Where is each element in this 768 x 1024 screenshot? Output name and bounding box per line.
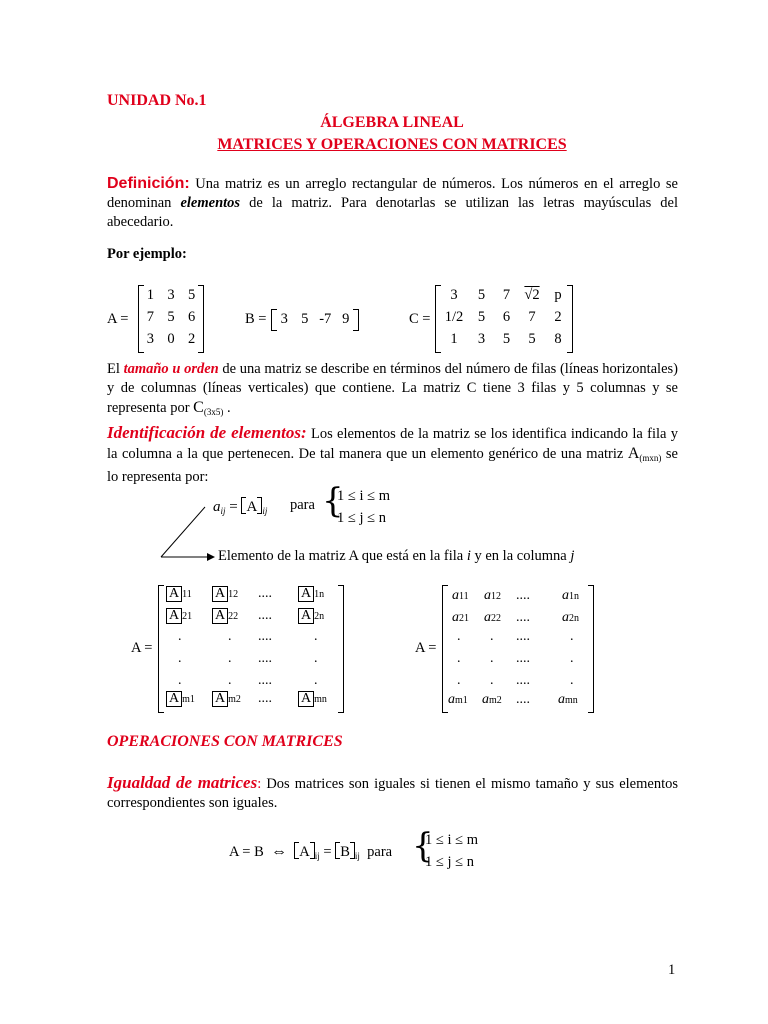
matrix-c-label: C = <box>409 311 431 327</box>
generic-right-label: A = <box>415 640 437 656</box>
matrix-element <box>166 586 192 602</box>
matrix-cell: 5 <box>167 309 175 325</box>
element-index: m2 <box>228 694 241 705</box>
size-text-2: de una matriz se describe en términos del número de filas (líneas horizontales) y de columnas (líneas verticales) que contiene. La matriz C tiene 3 filas y 5 columnas y se representa por <box>107 361 678 416</box>
dot: . <box>228 673 232 688</box>
subject-title: ÁLGEBRA LINEAL <box>320 114 464 131</box>
dot: . <box>314 673 318 688</box>
element-index: ij <box>262 506 268 516</box>
condition-cols: 1 ≤ j ≤ n <box>337 510 386 526</box>
condition-cols: 1 ≤ j ≤ n <box>425 854 474 870</box>
operations-title: OPERACIONES CON MATRICES <box>107 733 343 750</box>
element-index: 22 <box>491 613 501 624</box>
matrix-cell: 3 <box>146 331 154 347</box>
element-index: 12 <box>228 589 239 600</box>
para-word: para <box>367 844 393 860</box>
identification-text-2: se lo representa por: <box>107 446 678 485</box>
brace-icon: { <box>412 826 434 866</box>
matrix-cell: 2 <box>554 309 562 325</box>
generic-left-label: A = <box>131 640 153 656</box>
dot: . <box>228 651 232 666</box>
definition-text-2: de la matriz. Para denotarlas se utilizan las letras mayúsculas del abecedario. <box>107 195 678 230</box>
matrix-b-label: B = <box>245 311 267 327</box>
dot: . <box>570 673 574 688</box>
topic-title: MATRICES Y OPERACIONES CON MATRICES <box>217 136 567 153</box>
ellipsis: .... <box>258 651 272 666</box>
equality-conditions <box>425 829 478 873</box>
definition-text-1: Una matriz es un arreglo rectangular de números. Los números en el arreglo se denominan <box>107 176 678 211</box>
element-symbol: a <box>558 692 565 707</box>
matrix-cell: 3 <box>477 331 486 347</box>
element-index: 2n <box>569 613 579 624</box>
matrix-a-label: A = <box>107 311 129 327</box>
element-symbol: a <box>452 610 459 625</box>
conditions <box>337 485 390 529</box>
element-symbol: a <box>484 588 491 603</box>
equality-colon: : <box>257 776 262 792</box>
matrix-b <box>271 309 359 331</box>
matrix-element <box>212 608 238 624</box>
matrix-cell: 3 <box>167 287 175 303</box>
matrix-element <box>448 692 468 708</box>
matrix-cell: 8 <box>554 331 562 347</box>
element-index: 21 <box>459 613 469 624</box>
definition-emphasis: elementos <box>180 195 241 211</box>
element-symbol: a <box>448 692 455 707</box>
element-index: 11 <box>182 589 192 600</box>
element-box: A <box>212 691 228 707</box>
matrix-cell: 5 <box>502 331 511 347</box>
brace-icon: { <box>322 481 344 521</box>
matrix-name: C <box>193 399 204 416</box>
element-index: 11 <box>459 591 469 602</box>
matrix-name: A <box>627 445 640 462</box>
equality-formula <box>229 842 392 861</box>
dot: . <box>570 629 574 644</box>
unit-title: UNIDAD No.1 <box>107 92 207 109</box>
size-text-3: . <box>223 400 231 416</box>
element-box: A <box>212 586 228 602</box>
element-index: mn <box>314 694 327 705</box>
element-index: 22 <box>228 611 239 622</box>
matrix-cell: 1 <box>450 331 458 347</box>
condition-rows: 1 ≤ i ≤ m <box>337 488 390 504</box>
dot: . <box>228 629 232 644</box>
identification-label: Identificación de elementos: <box>107 423 307 442</box>
generic-matrix-right <box>442 585 594 713</box>
dot: . <box>457 629 461 644</box>
matrix-element <box>484 610 501 626</box>
matrix-order: (3x5) <box>203 407 224 417</box>
matrix-cell: 5 <box>477 309 486 325</box>
matrix-element <box>298 691 327 707</box>
matrix-cell: 5 <box>301 311 309 327</box>
element-symbol: a <box>562 588 569 603</box>
arrow-note-i: i <box>466 548 471 564</box>
matrix-name: A <box>299 844 310 860</box>
matrix-element <box>166 691 195 707</box>
matrix-element <box>166 608 192 624</box>
matrix-cell: 6 <box>502 309 511 325</box>
dot: . <box>314 629 318 644</box>
identification-paragraph <box>107 423 678 487</box>
matrix-cell: 6 <box>188 309 196 325</box>
matrix-cell: 2 <box>188 331 196 347</box>
matrix-element <box>484 588 501 604</box>
matrix-cell: 3 <box>280 311 288 327</box>
matrix-element <box>212 691 241 707</box>
matrix-cell: -7 <box>319 311 332 327</box>
element-symbol: a <box>213 499 221 515</box>
matrix-element <box>452 588 469 604</box>
arrow-note <box>218 548 574 565</box>
element-box: A <box>212 608 228 624</box>
matrix-element <box>562 588 579 604</box>
matrix-cell: 5 <box>528 331 536 347</box>
element-index: m1 <box>455 695 468 706</box>
equals-sign: = <box>229 499 238 515</box>
element-index: ij <box>220 506 226 516</box>
size-paragraph <box>107 360 678 422</box>
matrix-order: (mxn) <box>639 453 662 463</box>
element-symbol: a <box>562 610 569 625</box>
element-index: ij <box>314 851 320 861</box>
bracket-right <box>338 585 344 713</box>
matrix-cell: 1/2 <box>444 309 464 325</box>
matrix-element <box>482 692 502 708</box>
element-formula <box>213 497 267 516</box>
dot: . <box>490 673 494 688</box>
condition-rows: 1 ≤ i ≤ m <box>425 832 478 848</box>
element-index: 12 <box>491 591 501 602</box>
matrix-cell: 9 <box>342 311 350 327</box>
ellipsis: .... <box>258 629 272 644</box>
matrix-cell: √2 <box>524 287 540 303</box>
dot: . <box>570 651 574 666</box>
dot: . <box>490 629 494 644</box>
matrix-cell: 0 <box>167 331 175 347</box>
ellipsis: .... <box>258 673 272 688</box>
ellipsis: .... <box>516 588 530 603</box>
matrix-cell: 5 <box>477 287 486 303</box>
dot: . <box>490 651 494 666</box>
element-box: A <box>298 608 314 624</box>
arrow-note-text-1: Elemento de la matriz A que está en la fila <box>218 548 467 564</box>
matrix-element <box>298 586 324 602</box>
dot: . <box>178 629 182 644</box>
equals-sign: = <box>323 844 332 860</box>
equality-label: Igualdad de matrices <box>107 773 258 792</box>
matrix-element <box>212 586 238 602</box>
iff-symbol: ⇔ <box>271 843 288 860</box>
equality-text: Dos matrices son iguales si tienen el mismo tamaño y sus elementos correspondientes son iguales. <box>107 776 678 811</box>
dot: . <box>178 651 182 666</box>
bracket-right <box>588 585 594 713</box>
matrix-name: A <box>246 499 258 515</box>
size-emphasis: tamaño u orden <box>123 361 219 377</box>
element-index: mn <box>565 695 578 706</box>
example-label: Por ejemplo: <box>107 246 187 262</box>
matrix-cell: 1 <box>146 287 154 303</box>
generic-matrix-left <box>158 585 344 713</box>
page-number: 1 <box>668 962 676 978</box>
size-text-1: El <box>107 361 124 377</box>
para-word: para <box>290 497 315 513</box>
element-symbol: a <box>452 588 459 603</box>
matrix-element <box>298 608 324 624</box>
element-index: 1n <box>314 589 325 600</box>
matrix-a <box>138 285 204 353</box>
matrix-cell: 5 <box>188 287 196 303</box>
matrix-cell: p <box>554 287 562 303</box>
element-index: 21 <box>182 611 193 622</box>
arrow-note-j: j <box>570 548 575 564</box>
dot: . <box>457 673 461 688</box>
ellipsis: .... <box>516 651 530 666</box>
element-box: A <box>166 586 182 602</box>
ellipsis: .... <box>258 608 272 623</box>
element-index: 1n <box>569 591 579 602</box>
dot: . <box>457 651 461 666</box>
matrix-element <box>452 610 469 626</box>
element-box: A <box>166 691 182 707</box>
element-index: 2n <box>314 611 325 622</box>
dot: . <box>314 651 318 666</box>
matrix-name: B <box>340 844 350 860</box>
matrix-cell: 7 <box>502 287 511 303</box>
ellipsis: .... <box>516 610 530 625</box>
definition-paragraph <box>107 174 678 232</box>
definition-label: Definición: <box>107 175 190 192</box>
matrix-cell: 7 <box>146 309 154 325</box>
element-symbol: a <box>484 610 491 625</box>
dot: . <box>178 673 182 688</box>
ellipsis: .... <box>516 692 530 707</box>
matrix-cell: 7 <box>528 309 536 325</box>
element-symbol: a <box>482 692 489 707</box>
identification-text-1: Los elementos de la matriz se los identifica indicando la fila y la columna a la que pertenecen. De tal manera que un elemento genérico de una matriz <box>107 426 678 462</box>
matrix-c <box>435 285 573 353</box>
bracket-left <box>158 585 164 713</box>
arrow-icon <box>155 505 215 563</box>
element-index: m1 <box>182 694 195 705</box>
ellipsis: .... <box>516 673 530 688</box>
formula-lhs: A = B <box>229 844 264 860</box>
element-index: ij <box>354 851 360 861</box>
matrix-element <box>562 610 579 626</box>
equality-paragraph <box>107 773 678 813</box>
ellipsis: .... <box>258 691 272 706</box>
ellipsis: .... <box>516 629 530 644</box>
element-box: A <box>298 691 314 707</box>
matrix-element <box>558 692 578 708</box>
ellipsis: .... <box>258 586 272 601</box>
element-box: A <box>166 608 182 624</box>
element-index: m2 <box>489 695 502 706</box>
element-box: A <box>298 586 314 602</box>
matrix-cell: 3 <box>450 287 458 303</box>
arrow-note-text-2: y en la columna <box>470 548 571 564</box>
